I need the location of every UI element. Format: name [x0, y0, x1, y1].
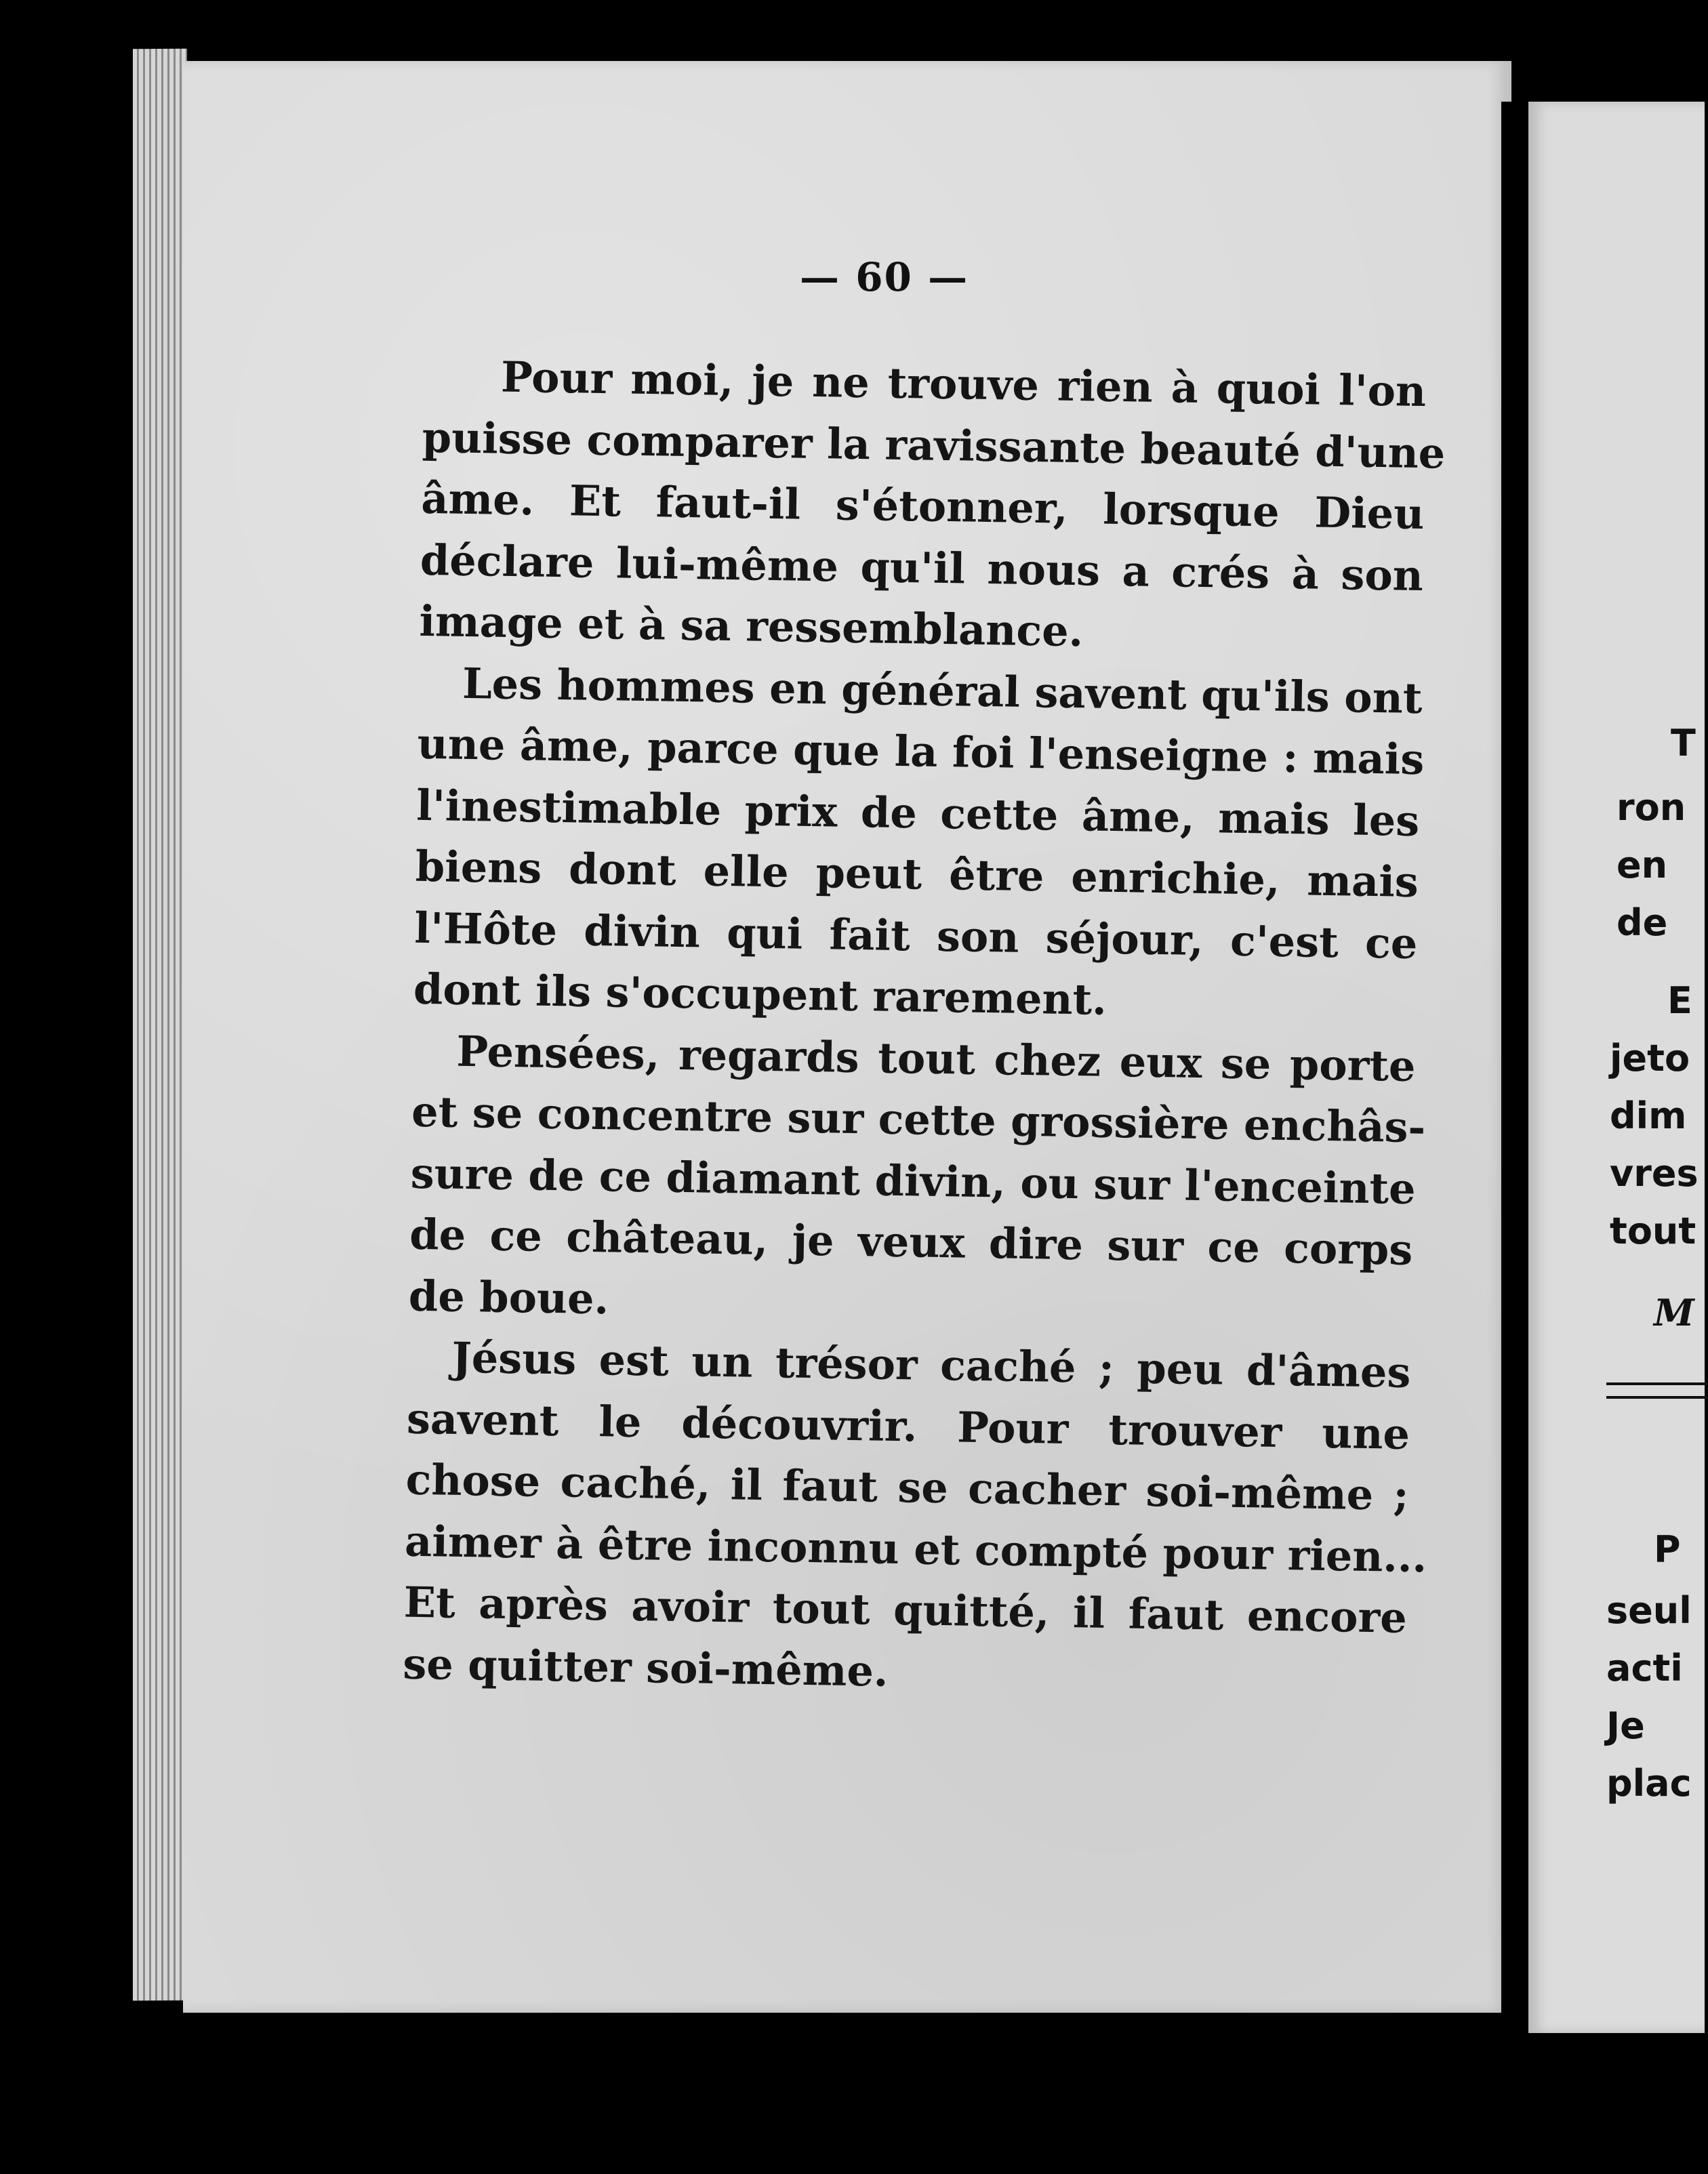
text-line: Et après avoir tout quitté, il faut encore: [403, 1577, 1408, 1643]
right-page-fragment: M: [1654, 1291, 1694, 1334]
text-line: de boue.: [408, 1271, 609, 1324]
text-line: l'inestimable prix de cette âme, mais les: [415, 780, 1420, 846]
right-page-fragment: de: [1616, 901, 1668, 944]
page-number: — 60 —: [800, 254, 969, 300]
text-line: puisse comparer la ravissante beauté d'une: [422, 412, 1446, 478]
right-page-fragment: jeto: [1610, 1037, 1690, 1080]
right-page-fragment: acti: [1606, 1647, 1683, 1689]
text-line: Pour moi, je ne trouve rien à quoi l'on: [500, 352, 1427, 417]
right-page-fragment: en: [1616, 844, 1668, 886]
right-page-fragment: seul: [1606, 1589, 1692, 1632]
right-page-fragment: dim: [1610, 1094, 1687, 1137]
text-line: déclare lui-même qu'il nous a crés à son: [420, 535, 1424, 600]
left-page-text: [321, 344, 1446, 1710]
text-line: l'Hôte divin qui fait son séjour, c'est ce: [413, 903, 1418, 968]
text-line: Pensées, regards tout chez eux se porte: [456, 1026, 1417, 1091]
right-page-fragment: plac: [1606, 1762, 1692, 1805]
text-line: dont ils s'occupent rarement.: [413, 964, 1107, 1025]
paragraph-2: [331, 651, 1425, 1035]
right-page-fragment: tout: [1610, 1210, 1696, 1252]
right-page-fragment: ron: [1616, 786, 1686, 829]
text-line: une âme, parce que la foi l'enseigne : mais: [417, 718, 1425, 785]
text-line: image et à sa ressemblance.: [419, 596, 1084, 657]
right-page-rule: [1606, 1382, 1708, 1399]
text-line: biens dont elle peut être enrichie, mais: [415, 841, 1419, 907]
paragraph-4: [321, 1326, 1427, 1710]
text-line: chose caché, il faut se cacher soi-même ;: [405, 1454, 1410, 1520]
right-page-fragment: E: [1667, 979, 1692, 1022]
paragraph-1: [338, 344, 1446, 668]
text-line: savent le découvrir. Pour trouver une: [406, 1393, 1410, 1459]
text-line: aimer à être inconnu et compté pour rien...: [404, 1516, 1427, 1582]
text-line: âme. Et faut-il s'étonner, lorsque Dieu: [420, 473, 1425, 539]
right-page-fragment: P: [1654, 1528, 1681, 1571]
paragraph-3: [327, 1019, 1426, 1342]
right-page-fragment: vres: [1610, 1152, 1699, 1195]
text-line: et se concentre sur cette grossière enchâs-: [411, 1086, 1426, 1153]
text-line: Les hommes en général savent qu'ils ont: [462, 658, 1423, 723]
text-line: se quitter soi-même.: [402, 1639, 889, 1696]
page-edges: [133, 49, 187, 2001]
text-line: Jésus est un trésor caché ; peu d'âmes: [451, 1332, 1411, 1397]
right-page-fragment: Je: [1606, 1704, 1645, 1747]
book-gutter: [1501, 102, 1528, 2033]
right-page-fragment: T: [1671, 722, 1696, 764]
text-line: de ce château, je veux dire sur ce corps: [409, 1209, 1413, 1275]
text-line: sure de ce diamant divin, ou sur l'enceinte: [410, 1148, 1417, 1214]
